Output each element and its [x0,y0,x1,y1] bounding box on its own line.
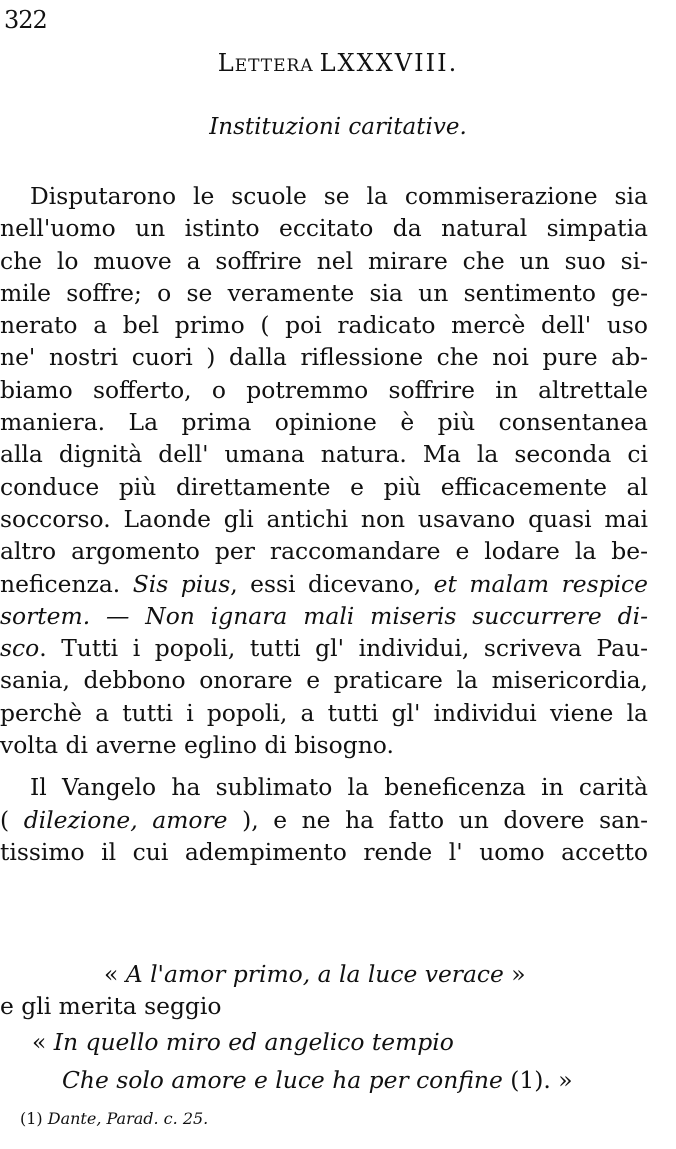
section-subtitle: Instituzioni caritative. [209,114,467,140]
text-line: Disputarono le scuole se la commiserazione sia [30,182,648,210]
quote-mark: » [503,960,526,988]
text-line [0,804,648,836]
text-run: neficenza. [0,569,133,598]
text-line: ne' nostri cuori ) dalla riflessione che noi pure ab- [0,343,648,372]
text-run: ), e ne ha fatto un dovere san- [227,805,648,834]
footnote-ref: (1). » [502,1066,573,1094]
footnote-text: Dante, Parad. c. 25. [47,1109,209,1128]
verse-quote-1 [104,958,526,990]
text-line: altro argomento per raccomandare e lodare la be- [0,537,648,566]
paragraph-2 [0,771,648,868]
text-line: e gli merita seggio [0,992,222,1020]
text-line: che lo muove a soffrire nel mirare che un suo si- [0,246,648,275]
text-line: maniera. La prima opinione è più consentanea [0,408,648,437]
text-run: . Tutti i popoli, tutti gl' individui, scriveva Pau- [39,634,648,663]
letter-label: Lettera [217,49,314,77]
text-line: conduce più direttamente e più efficacemente al [0,472,648,501]
page-number: 322 [4,6,47,34]
body-text [0,180,648,868]
verse-text: In quello miro ed angelico tempio [53,1028,454,1056]
text-line [0,632,648,664]
text-line: biamo sofferto, o potremmo soffrire in altrettale [0,375,648,404]
verse-text: A l'amor primo, a la luce verace [125,960,504,988]
verse-quote-2-line-2 [62,1064,573,1096]
footnote-mark: (1) [20,1109,48,1128]
text-line: nerato a bel primo ( poi radicato mercè dell' uso [0,311,648,340]
text-line: nell'uomo un istinto eccitato da natural simpatia [0,214,648,243]
paragraph-1 [0,180,648,761]
footnote [20,1109,208,1129]
quote-mark: « [104,960,126,988]
text-line: alla dignità dell' umana natura. Ma la seconda ci [0,440,648,469]
text-line [0,600,648,632]
letter-heading [0,48,676,78]
text-line: sania, debbono onorare e praticare la misericordia, [0,666,648,695]
text-line: perchè a tutti i popoli, a tutti gl' individui viene la [0,698,648,727]
text-line: mile soffre; o se veramente sia un sentimento ge- [0,278,648,307]
text-line: volta di averne eglino di bisogno. [0,731,394,760]
verse-text: Che solo amore e luce ha per confine [62,1066,503,1094]
quote-mark: « [32,1028,54,1056]
latin-quote: Sis pius [132,569,231,598]
text-line: tissimo il cui adempimento rende l' uomo accetto [0,837,648,866]
verse-quote-2-line-1 [32,1026,454,1058]
text-line: Il Vangelo ha sublimato la beneficenza in carità [30,773,648,802]
letter-numeral: LXXXVIII. [319,49,459,77]
text-run: ( [0,805,24,834]
text-run: , essi dicevano, [230,569,434,598]
latin-quote: sortem. — Non ignara mali miseris succurrere di- [0,601,648,630]
text-line [0,568,648,600]
latin-quote: et malam respice [433,569,648,598]
paragraph-gap [0,761,648,771]
text-line: soccorso. Laonde gli antichi non usavano quasi mai [0,504,648,533]
latin-quote: sco [0,634,40,663]
italic-run: dilezione, amore [23,805,228,834]
